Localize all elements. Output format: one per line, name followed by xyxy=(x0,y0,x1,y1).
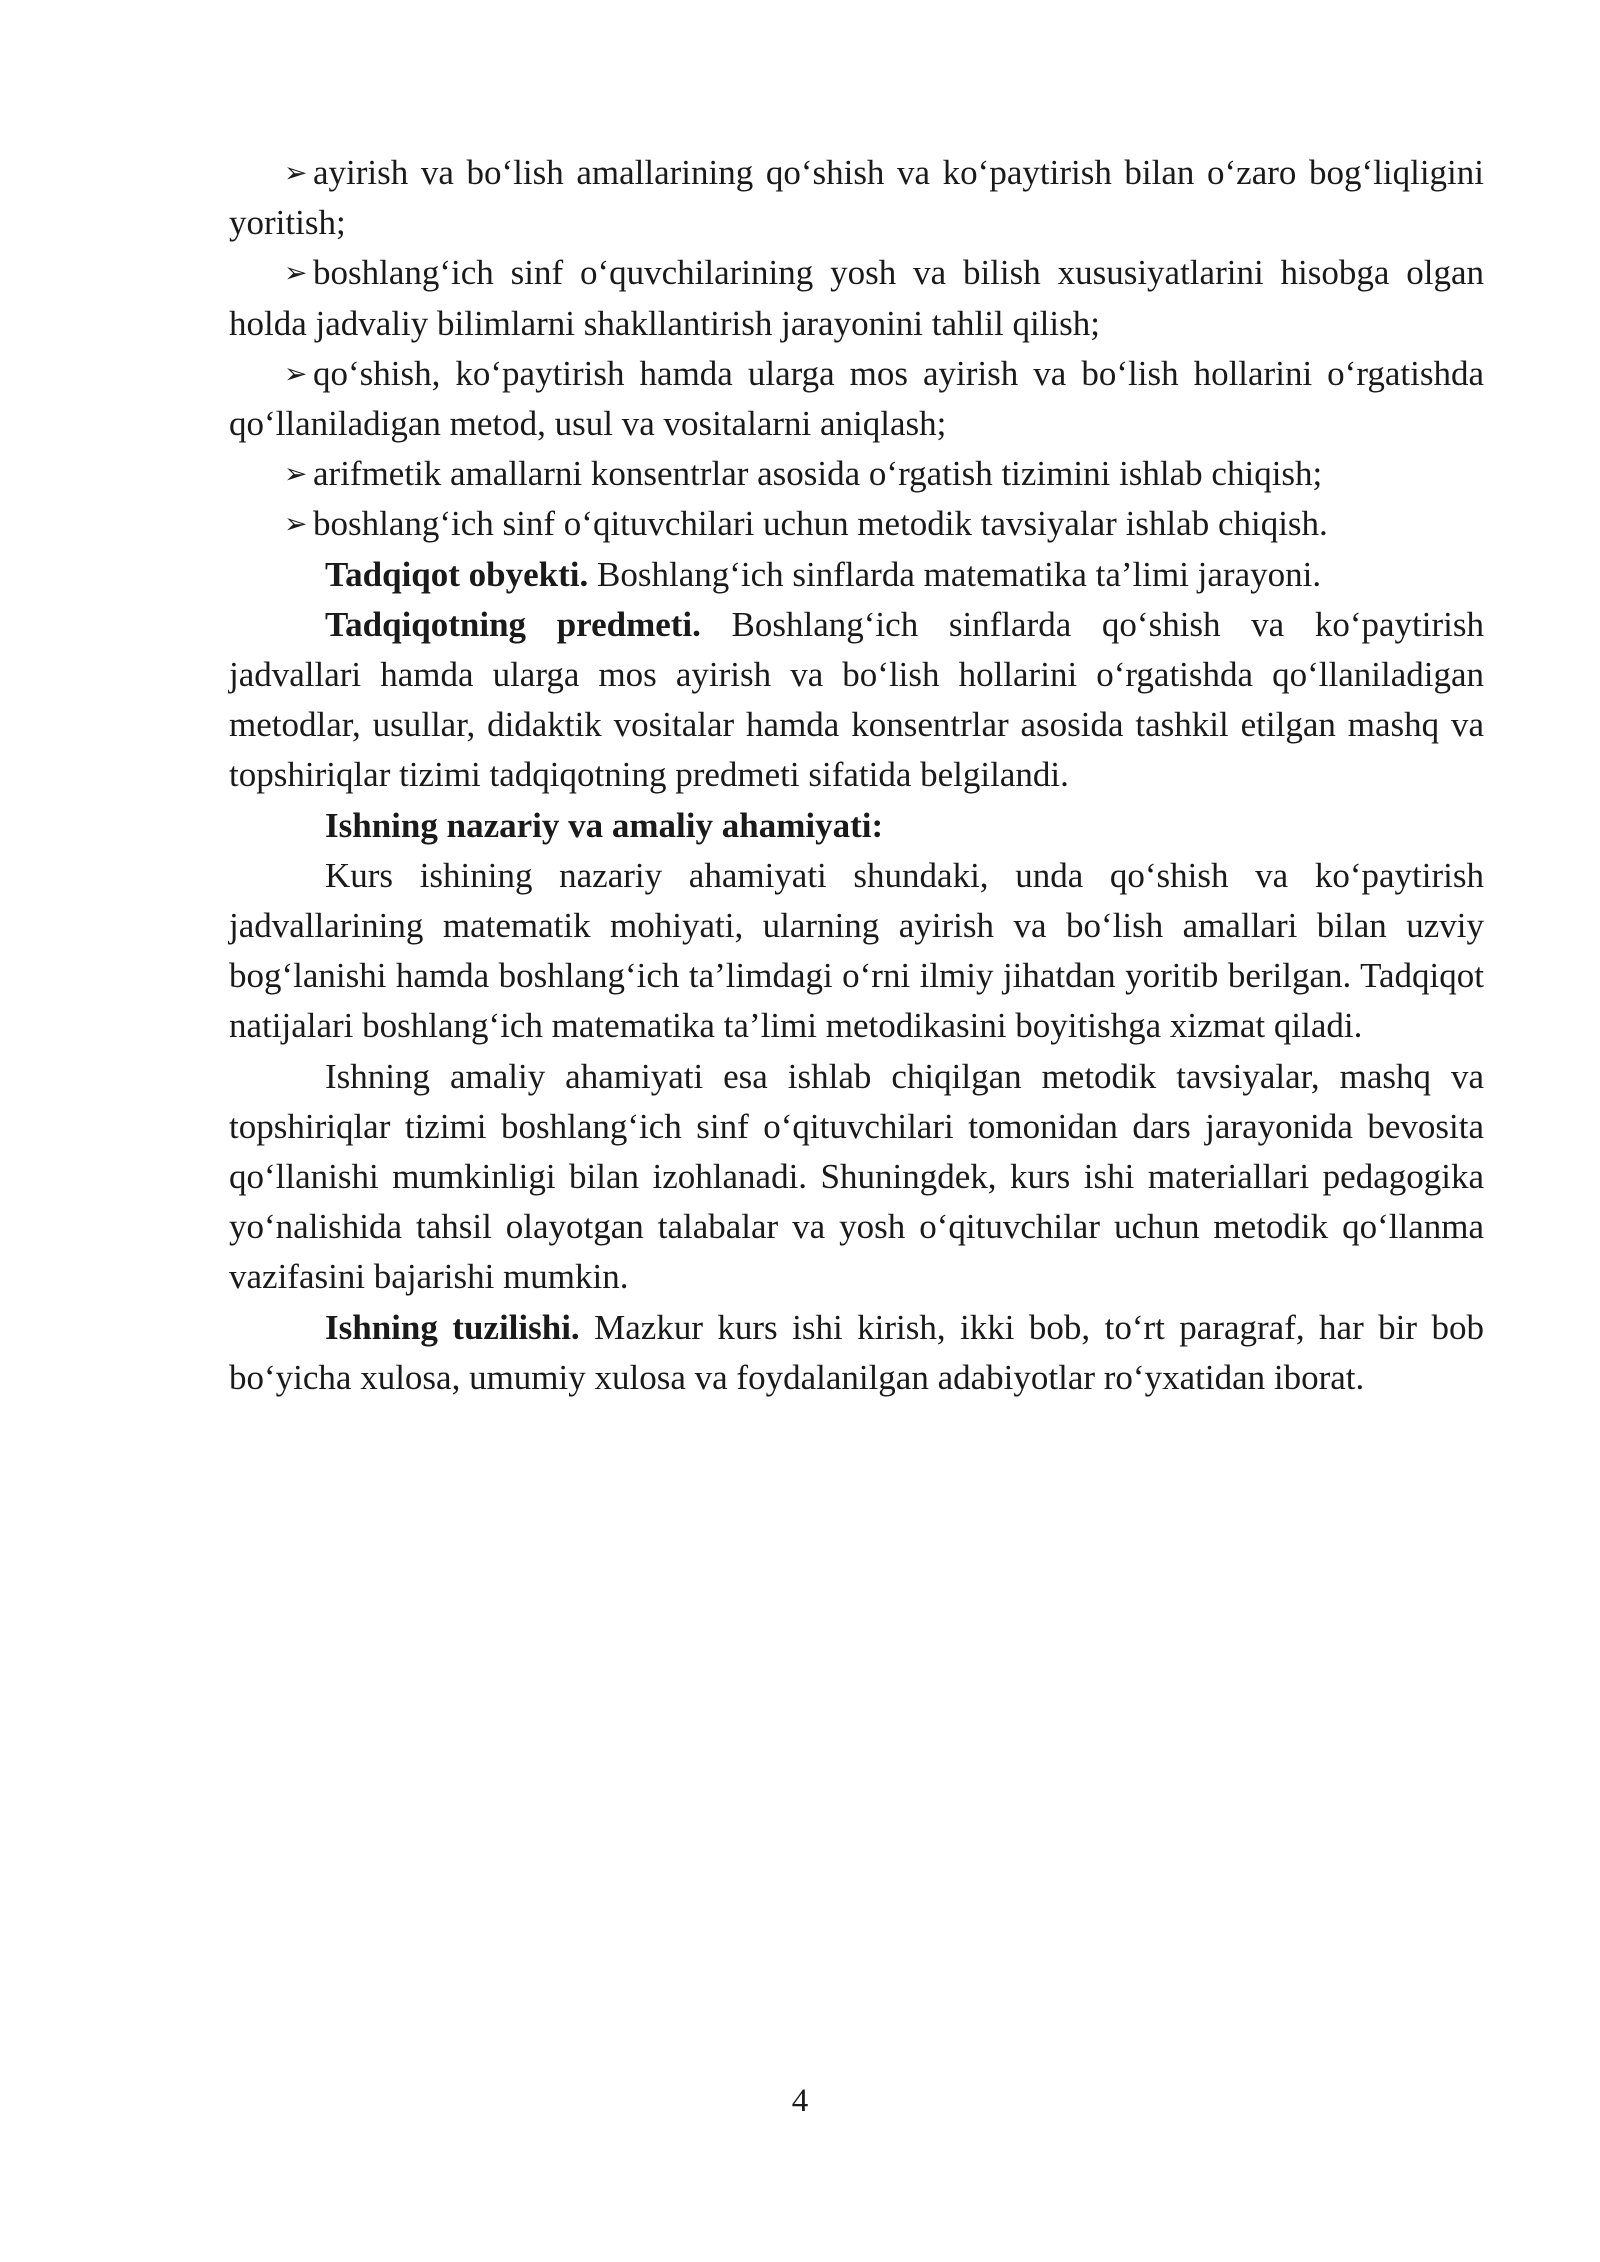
bullet-text: qo‘shish, ko‘paytirish hamda ularga mos ayirish va bo‘lish hollarini o‘rgatishda qo‘llaniladigan metod, usul va vositalarni aniqlash; xyxy=(229,353,1484,444)
arrow-bullet-icon: ➢ xyxy=(284,256,308,290)
research-subject-text: Boshlang‘ich sinflarda qo‘shish va ko‘paytirish jadvallari hamda ularga mos ayirish va bo‘lish hollarini o‘rgatishda qo‘llaniladigan metodlar, usullar, didaktik vositalar hamda konsentrlar asosida tashkil etilgan mashq va topshiriqlar tizimi tadqiqotning predmeti sifatida belgilandi. xyxy=(229,604,1485,795)
research-object-text: Boshlang‘ich sinflarda matematika ta’limi jarayoni. xyxy=(588,554,1322,594)
bullet-item xyxy=(229,349,1484,449)
arrow-bullet-icon: ➢ xyxy=(284,507,308,541)
bullet-text: boshlang‘ich sinf o‘qituvchilari uchun metodik tavsiyalar ishlab chiqish. xyxy=(313,504,1328,544)
arrow-bullet-icon: ➢ xyxy=(284,356,308,390)
bullet-text: boshlang‘ich sinf o‘quvchilarining yosh va bilish xususiyatlarini hisobga olgan holda jadvaliy bilimlarni shakllantirish jarayonini tahlil qilish; xyxy=(229,253,1484,343)
work-structure-paragraph xyxy=(229,1303,1484,1403)
work-structure-label: Ishning tuzilishi. xyxy=(325,1307,580,1347)
work-structure-text: Mazkur kurs ishi kirish, ikki bob, to‘rt paragraf, har bir bob bo‘yicha xulosa, umumiy xulosa va foydalanilgan adabiyotlar ro‘yxatidan iborat. xyxy=(229,1307,1484,1397)
theoretical-significance-paragraph: Kurs ishining nazariy ahamiyati shundaki, unda qo‘shish va ko‘paytirish jadvallarining matematik mohiyati, ularning ayirish va bo‘lish amallari bilan uzviy bog‘lanishi hamda boshlang‘ich ta’limdagi o‘rni ilmiy jihatdan yoritib berilgan. Tadqiqot natijalari boshlang‘ich matematika ta’limi metodikasini boyitishga xizmat qiladi. xyxy=(229,855,1484,1046)
practical-significance-paragraph: Ishning amaliy ahamiyati esa ishlab chiqilgan metodik tavsiyalar, mashq va topshiriqlar tizimi boshlang‘ich sinf o‘qituvchilari tomonidan dars jarayonida bevosita qo‘llanishi mumkinligi bilan izohlanadi. Shuningdek, kurs ishi materiallari pedagogika yo‘nalishida tahsil olayotgan talabalar va yosh o‘qituvchilar uchun metodik qo‘llanma vazifasini bajarishi mumkin. xyxy=(229,1056,1484,1297)
bullet-text: arifmetik amallarni konsentrlar asosida o‘rgatish tizimini ishlab chiqish; xyxy=(313,454,1323,494)
bullet-item xyxy=(229,248,1484,348)
bullet-item xyxy=(229,449,1484,499)
bullet-item xyxy=(229,148,1484,248)
bullet-text: ayirish va bo‘lish amallarining qo‘shish va ko‘paytirish bilan o‘zaro bog‘liqligini yoritish; xyxy=(229,153,1484,243)
research-subject-paragraph xyxy=(229,600,1484,801)
bullet-item xyxy=(229,499,1484,549)
page-body xyxy=(229,148,1484,1403)
significance-heading: Ishning nazariy va amaliy ahamiyati: xyxy=(325,805,884,845)
research-object-label: Tadqiqot obyekti. xyxy=(325,554,589,594)
research-object-paragraph xyxy=(229,550,1484,600)
arrow-bullet-icon: ➢ xyxy=(284,457,308,491)
arrow-bullet-icon: ➢ xyxy=(284,156,308,189)
page-number: 4 xyxy=(791,2083,809,2119)
research-subject-label: Tadqiqotning predmeti. xyxy=(325,604,701,644)
